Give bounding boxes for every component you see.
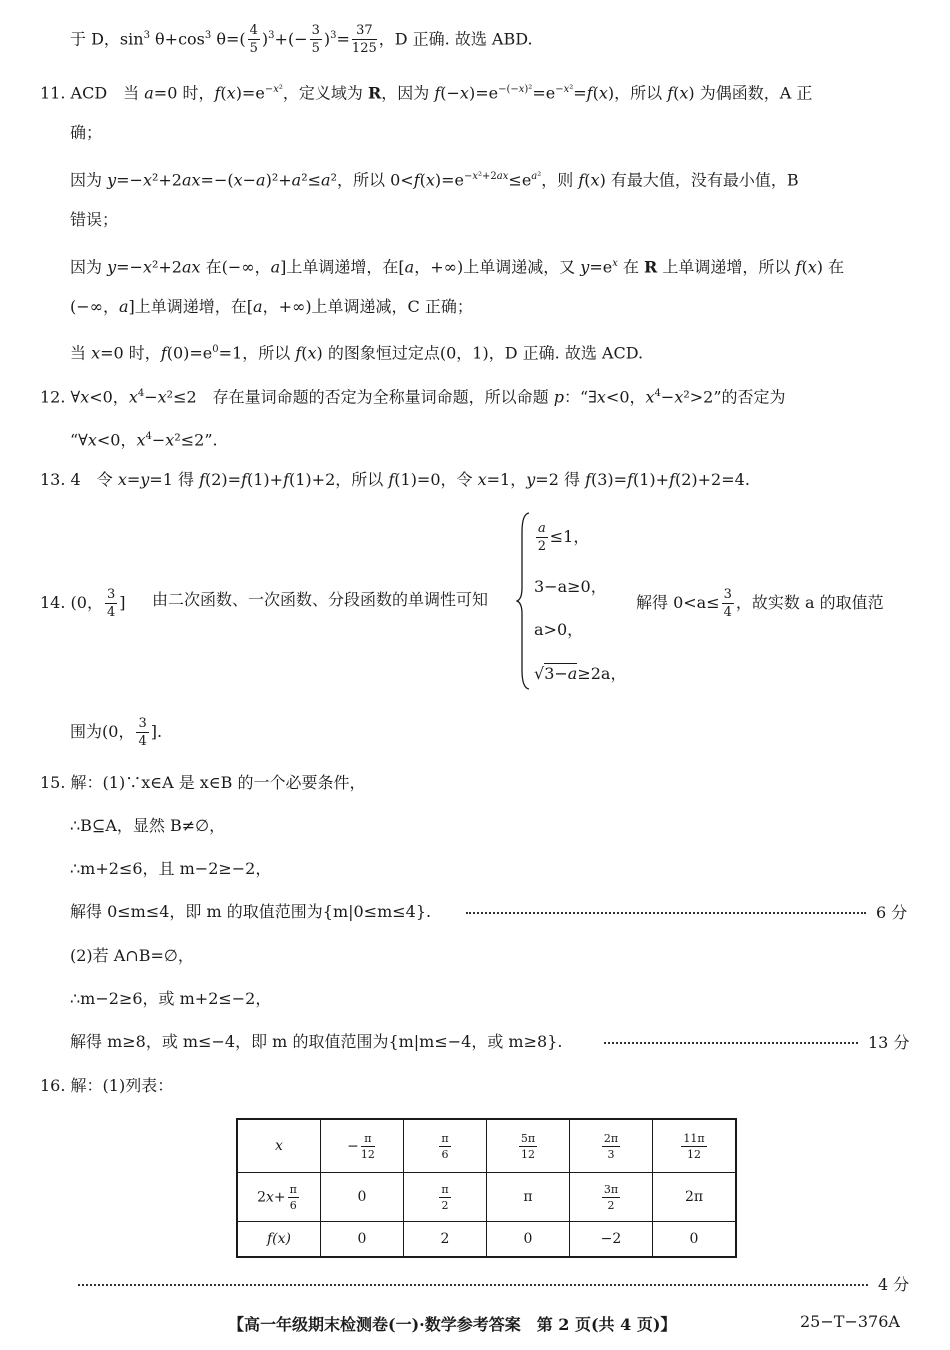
fraction: $\frac{11\pi}{12}$: [683, 1131, 705, 1161]
fraction: $\frac{\pi}{6}$: [441, 1131, 449, 1161]
table-cell: 2: [404, 1222, 487, 1258]
table-cell: [404, 1173, 487, 1222]
answer-11-line3: 因为 y=−x²+2ax=−(x−a)²+a²≤a²，所以 $0<f(x)=e^{-x^2+2ax}\le e^{a^2}$，则 f(x) 有最大值，没有最小值，B: [70, 170, 799, 190]
answer-16-line1: 16. 解：(1)列表：: [40, 1076, 174, 1095]
answer-14-line2: 围为(0， $\frac{3}{4}$ ].: [70, 716, 163, 749]
table-cell: [404, 1119, 487, 1173]
table-cell: [487, 1119, 570, 1173]
answer-11-line4: 错误；: [70, 210, 119, 229]
answer-15-line3: ∴m+2≤6，且 m−2≥−2，: [70, 859, 272, 878]
fraction: $\frac{2\pi}{3}$: [603, 1131, 619, 1161]
answer-15-line4: 解得 0≤m≤4，即 m 的取值范围为{m|0≤m≤4}.: [70, 902, 432, 921]
system-line-4: √3−a≥2a，: [534, 664, 627, 683]
table-row: [237, 1222, 736, 1258]
table-cell: 0: [653, 1222, 737, 1258]
fraction: $\frac{\pi}{12}$: [360, 1131, 375, 1161]
table-cell: 0: [487, 1222, 570, 1258]
table-cell: −2: [570, 1222, 653, 1258]
answer-14-text: 由二次函数、一次函数、分段函数的单调性可知: [152, 590, 489, 609]
answer-10-tail: 于 D，$\sin^3 \theta+\cos^3$ θ=( $\frac{4}{5}$ )$^3$+(− $\frac{3}{5}$ )$^3$= $\frac{37}{125}$ ，D 正确. 故选 ABD.: [70, 23, 533, 57]
table-cell: x: [237, 1119, 321, 1173]
answer-15-line1: 15. 解：(1)∵x∈A 是 x∈B 的一个必要条件，: [40, 773, 366, 792]
system-line-3: a>0，: [534, 620, 584, 639]
fraction: $\frac{5\pi}{12}$: [520, 1131, 536, 1161]
fraction: $\frac{3\pi}{2}$: [603, 1182, 619, 1212]
answer-15-line6: ∴m−2≥6，或 m+2≤−2，: [70, 989, 272, 1008]
table-cell: f(x): [237, 1222, 321, 1258]
answer-15-line7: 解得 m≥8，或 m≤−4，即 m 的取值范围为{m|m≤−4，或 m≥8}.: [70, 1032, 563, 1051]
page-footer: 【高一年级期末检测卷(一)·数学参考答案 第 2 页(共 4 页)】: [228, 1315, 677, 1334]
answer-11-line7: 当 x=0 时，$f(0)=e^0=1$，所以 f(x) 的图象恒过定点(0，1)，D 正确. 故选 ACD.: [70, 343, 644, 363]
answer-15-line2: ∴B⊆A，显然 B≠∅，: [70, 816, 226, 835]
table-row: [237, 1173, 736, 1222]
dot-leader: [78, 1284, 868, 1286]
answer-14-label: 14. (0， $\frac{3}{4}$ ]: [40, 587, 126, 620]
table-cell: [653, 1119, 737, 1173]
answer-11-line6: (−∞，a]上单调递增，在[a，+∞)上单调递减，C 正确；: [70, 297, 473, 316]
score-6: 6 分: [876, 903, 908, 922]
table-cell: 2x+ $\frac{\pi}{6}$: [237, 1173, 321, 1222]
answer-13: 13. 4 令 x=y=1 得 f(2)=f(1)+f(1)+2，所以 f(1)=0，令 x=1，y=2 得 f(3)=f(1)+f(2)+2=4.: [40, 470, 750, 489]
score-13: 13 分: [868, 1033, 910, 1052]
brace-icon: [516, 512, 530, 690]
answer-12-line1: 12. ∀x<0，$x^4-x^2\le 2$ 存在量词命题的否定为全称量词命题，所以命题 p：“∃x<0，$x^4-x^2>2$”的否定为: [40, 387, 786, 407]
paper-code: 25−T−376A: [800, 1312, 900, 1331]
dot-leader: [466, 912, 866, 914]
table-cell: 0: [321, 1222, 404, 1258]
dot-leader: [604, 1042, 858, 1044]
table-cell: 0: [321, 1173, 404, 1222]
answer-11-line2: 确；: [70, 123, 103, 142]
answer-11-line5: 因为 y=−x²+2ax 在(−∞，a]上单调递增，在[a，+∞)上单调递减，又 $y=e^x$ 在 R 上单调递增，所以 f(x) 在: [70, 257, 845, 277]
answer-14-result: 解得 0<a≤ $\frac{3}{4}$ ，故实数 a 的取值范: [636, 587, 884, 620]
system-line-1: $\frac{a}{2}$ ≤1，: [537, 521, 590, 554]
table-cell: 2π: [653, 1173, 737, 1222]
table-cell: [570, 1173, 653, 1222]
system-line-2: 3−a≥0，: [534, 577, 607, 596]
answer-12-line2: “∀x<0，$x^4-x^2\le 2$”.: [70, 430, 218, 450]
score-4: 4 分: [878, 1275, 910, 1294]
answer-15-line5: (2)若 A∩B=∅，: [70, 946, 194, 965]
value-table: [236, 1118, 737, 1258]
fraction: $\frac{\pi}{6}$: [289, 1182, 297, 1212]
table-cell: [570, 1119, 653, 1173]
table-cell: π: [487, 1173, 570, 1222]
fraction: $\frac{\pi}{2}$: [441, 1182, 449, 1212]
answer-11-line1: 11. ACD 当 a=0 时，$f(x)=e^{-x^2}$，定义域为 R，因为 $f(-x)=e^{-(-x)^2}=e^{-x^2}=f(x)$，所以 f(x) 为偶函数，A 正: [40, 83, 813, 103]
table-cell: − $\frac{\pi}{12}$: [321, 1119, 404, 1173]
table-row: [237, 1119, 736, 1173]
